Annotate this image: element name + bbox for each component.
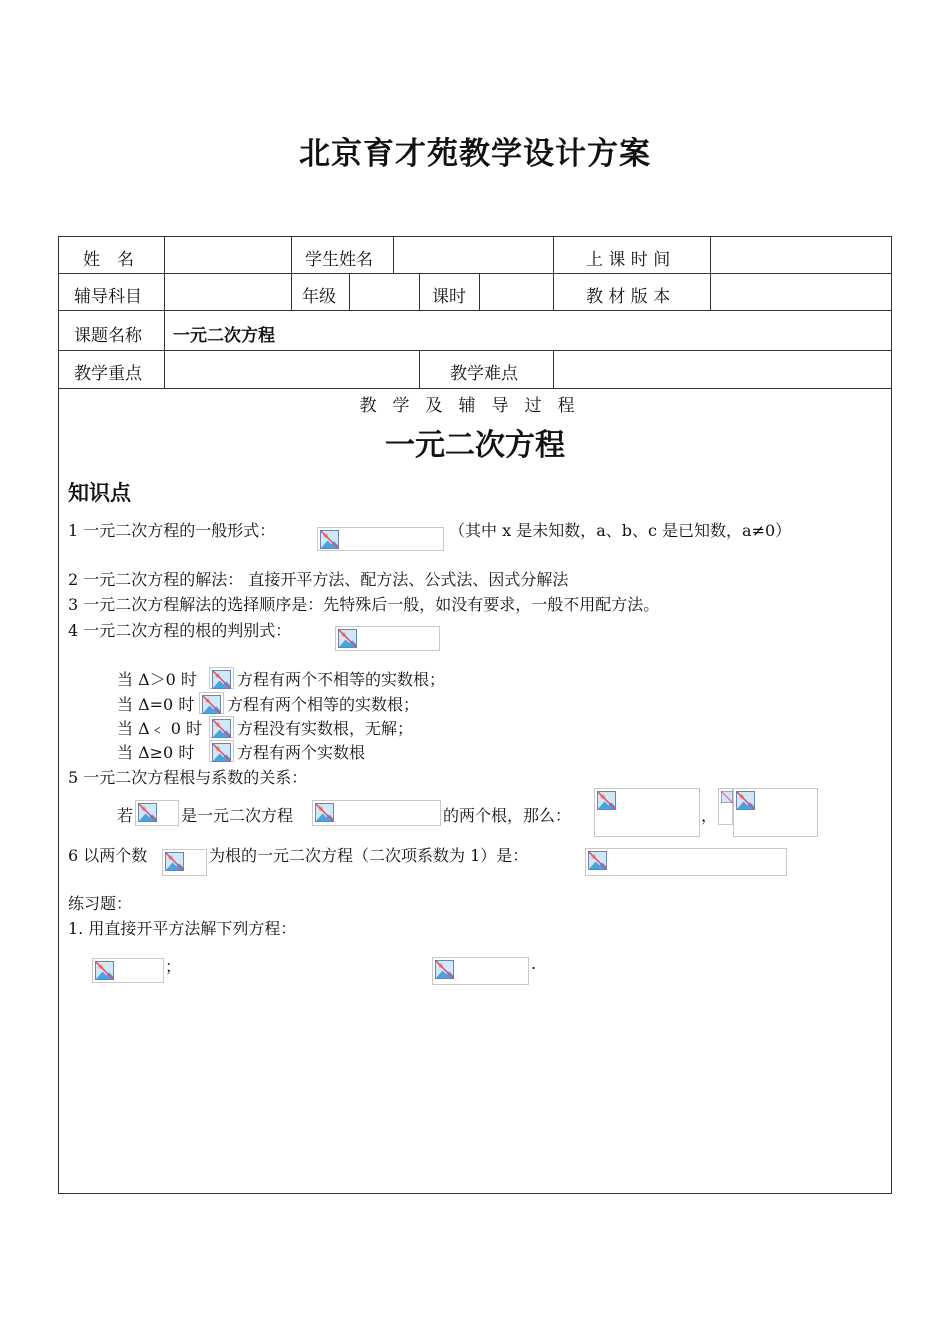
case-4-suffix: 方程有两个实数根 [237, 743, 366, 762]
broken-image-icon [95, 961, 114, 980]
row-divider [59, 388, 891, 389]
broken-image-icon [721, 791, 733, 803]
item-6-mid: 为根的一元二次方程（二次项系数为 1）是： [209, 846, 529, 865]
row-divider [59, 310, 891, 311]
broken-image-icon [212, 743, 231, 762]
constructed-equation-formula [585, 848, 787, 876]
subject-label: 辅导科目 [74, 287, 142, 307]
col-divider [164, 237, 165, 388]
case-2-prefix: 当 Δ=0 时 [117, 695, 195, 714]
roots-formula [135, 800, 179, 826]
case-4-formula [209, 740, 234, 762]
item-2-text: 2 一元二次方程的解法： 直接开平方法、配方法、公式法、因式分解法 [68, 570, 569, 589]
broken-image-icon [315, 803, 334, 822]
case-3-prefix: 当 Δ﹤ 0 时 [117, 719, 202, 738]
discriminant-formula [335, 626, 440, 651]
page-title: 北京育才苑教学设计方案 [299, 136, 651, 172]
col-divider [393, 237, 394, 273]
col-divider [479, 273, 480, 310]
item-1-text: 1 一元二次方程的一般形式： [68, 521, 276, 540]
name-label: 姓 名 [83, 250, 134, 270]
case-2-formula [199, 692, 224, 714]
case-1-prefix: 当 Δ＞0 时 [117, 670, 197, 689]
item-5-if: 若 [117, 806, 134, 825]
process-heading: 教学及辅导过程 [359, 396, 591, 416]
broken-image-icon [588, 851, 607, 870]
broken-image-icon [212, 670, 231, 689]
col-divider [553, 350, 554, 388]
case-4-prefix: 当 Δ≥0 时 [117, 743, 195, 762]
topic-value: 一元二次方程 [173, 326, 275, 346]
col-divider [419, 273, 420, 310]
general-form-formula [317, 527, 444, 551]
item-1-note: （其中 x 是未知数，a、b、c 是已知数，a≠0） [449, 521, 792, 540]
item-4-text: 4 一元二次方程的根的判别式： [68, 621, 292, 640]
case-1-formula [209, 667, 234, 689]
case-3-formula [209, 716, 234, 738]
col-divider [710, 237, 711, 310]
exercise-separator-1: ； [165, 957, 182, 976]
student-name-label: 学生姓名 [305, 250, 373, 270]
exercise-heading: 练习题： [68, 894, 133, 913]
two-numbers-formula [162, 849, 207, 876]
product-of-roots-formula [733, 788, 818, 837]
broken-image-icon [435, 960, 454, 979]
difficulties-label: 教学难点 [450, 364, 518, 384]
textbook-label: 教 材 版 本 [586, 287, 671, 307]
exercise-1-text: 1. 用直接开平方法解下列方程： [68, 919, 297, 938]
topic-label: 课题名称 [74, 326, 142, 346]
exercise-equation-1 [92, 958, 164, 983]
case-1-suffix: 方程有两个不相等的实数根； [237, 670, 446, 689]
broken-image-icon [165, 852, 184, 871]
exercise-equation-2 [432, 957, 529, 985]
lesson-plan-form [58, 236, 892, 1194]
case-3-suffix: 方程没有实数根，无解； [237, 719, 414, 738]
product-bracket-formula [718, 788, 733, 825]
col-divider [349, 273, 350, 310]
item-5-comma: ， [701, 806, 718, 825]
item-5-then: 的两个根，那么： [443, 806, 572, 825]
item-3-text: 3 一元二次方程解法的选择顺序是：先特殊后一般，如没有要求，一般不用配方法。 [68, 595, 660, 614]
hours-label: 课时 [432, 287, 466, 307]
row-divider [59, 350, 891, 351]
item-5-mid: 是一元二次方程 [181, 806, 294, 825]
document-title: 一元二次方程 [385, 428, 565, 463]
item-6-text: 6 以两个数 [68, 846, 148, 865]
section-heading: 知识点 [68, 481, 131, 505]
quadratic-formula [312, 800, 441, 826]
exercise-separator-2: . [531, 954, 537, 973]
broken-image-icon [338, 629, 357, 648]
item-5-text: 5 一元二次方程根与系数的关系： [68, 768, 308, 787]
key-points-label: 教学重点 [74, 364, 142, 384]
broken-image-icon [138, 803, 157, 822]
class-time-label: 上 课 时 间 [586, 250, 671, 270]
broken-image-icon [320, 530, 339, 549]
case-2-suffix: 方程有两个相等的实数根； [227, 695, 420, 714]
grade-label: 年级 [302, 287, 336, 307]
broken-image-icon [212, 719, 231, 738]
broken-image-icon [736, 791, 755, 810]
broken-image-icon [202, 695, 221, 714]
row-divider [59, 273, 891, 274]
col-divider [419, 350, 420, 388]
col-divider [291, 237, 292, 310]
broken-image-icon [597, 791, 616, 810]
sum-of-roots-formula [594, 788, 700, 837]
col-divider [553, 237, 554, 310]
